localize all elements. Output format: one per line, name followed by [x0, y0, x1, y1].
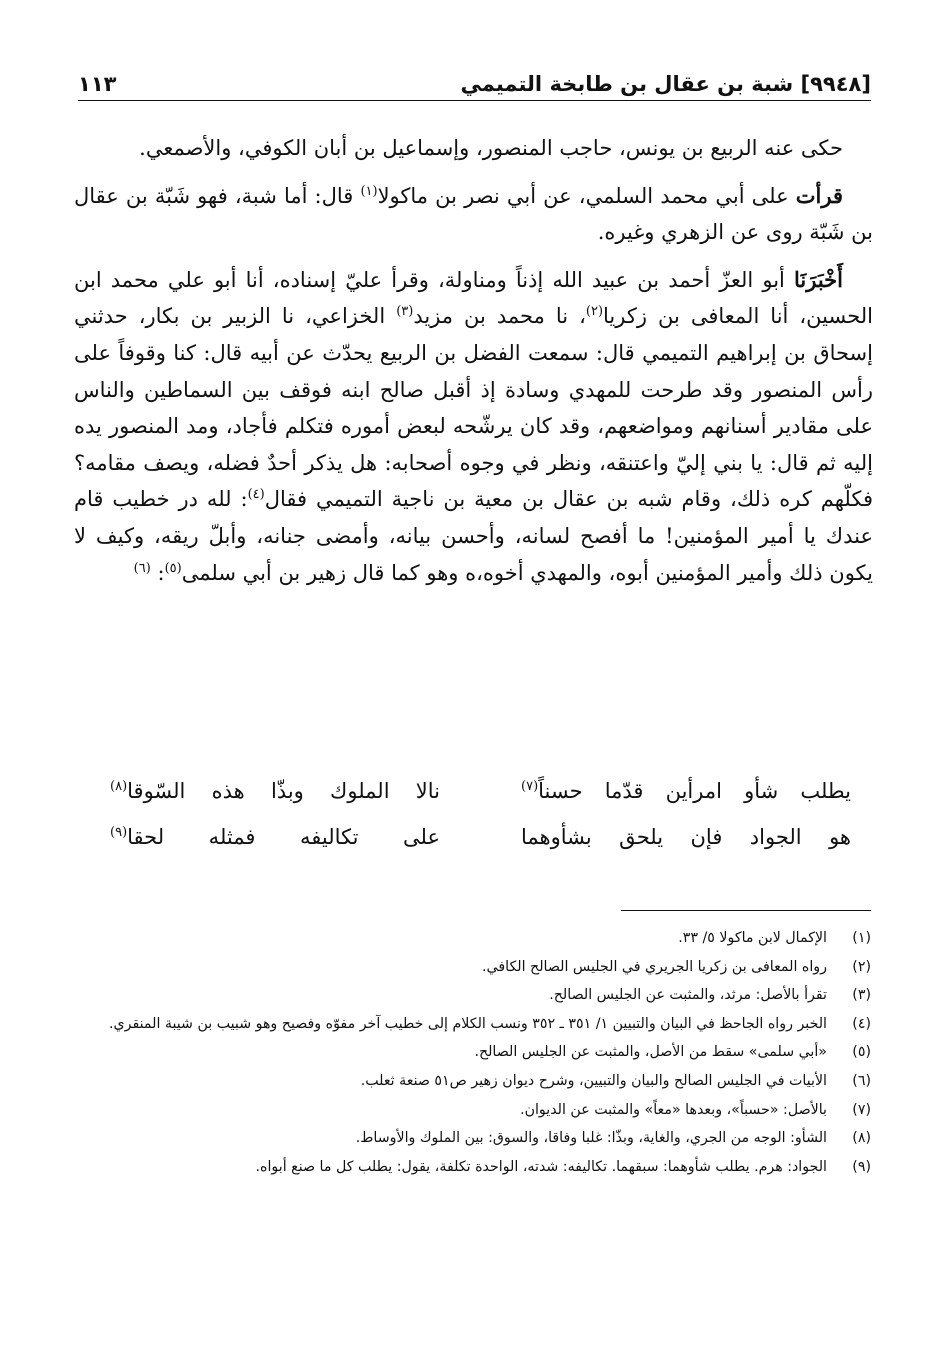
footnote-text: تقرأ بالأصل: مرثد، والمثبت عن الجليس الصالح. — [549, 987, 827, 1004]
footnote-number: (٤) — [852, 1015, 871, 1032]
footnote-ref-3[interactable]: (٣) — [396, 304, 414, 320]
paragraph-2 — [74, 178, 873, 251]
footnote-text: «أبي سلمى» سقط من الأصل، والمثبت عن الجليس الصالح. — [474, 1044, 827, 1061]
footnote-item — [70, 1153, 871, 1182]
footnote-item — [70, 1067, 871, 1096]
paragraph-3-text-d: : لله در خطيب قام عندك يا أمير المؤمنين! ما أفصح لسانه، وأحسن بيانه، وأمضى جنانه، وأبلّ ريقه، وكيف لا يكون ذلك وأمير المؤمنين أبوه، والمهدي أخوه،ه وهو كما قال زهير بن أبي سلمى — [74, 487, 873, 585]
keyword-qaraat: قرأت — [795, 182, 843, 208]
verse-line — [110, 814, 851, 860]
footnote-ref-6[interactable]: (٦) — [133, 560, 151, 576]
footnote-number: (٨) — [852, 1130, 871, 1147]
footnote-text: الأبيات في الجليس الصالح والبيان والتبيين، وشرح ديوان زهير ص٥١ صنعة ثعلب. — [360, 1072, 827, 1089]
poetry-block — [110, 768, 851, 860]
verse-1-second-hemistich: نالا الملوك وبذّا هذه السّوقا$^{(٨)}$ — [110, 779, 440, 803]
verse-line — [110, 768, 851, 814]
paragraph-3-text-e: : — [150, 560, 165, 585]
footnote-item — [70, 1010, 871, 1039]
footnote-ref-8[interactable]: (٨) — [110, 779, 128, 794]
page-number: ١١٣ — [78, 72, 117, 96]
footnote-number: (٢) — [852, 958, 871, 975]
footnote-ref-2[interactable]: (٢) — [585, 304, 604, 320]
footnote-ref-4[interactable]: (٤) — [247, 487, 265, 503]
footnote-text: الشأو: الوجه من الجري، والغاية، وبذّا: غلبا وفاقا، والسوق: بين الملوك والأوساط. — [355, 1130, 827, 1147]
footnote-text: الخبر رواه الجاحظ في البيان والتبيين ١/ ٣٥١ ـ ٣٥٢ ونسب الكلام إلى خطيب آخر مفوّه وفصيح وهو شبيب بن شيبة المنقري. — [109, 1015, 827, 1032]
footnotes — [70, 924, 871, 1181]
footnote-text: الجواد: هرم. يطلب شأوهما: سبقهما. تكاليفه: شدته، الواحدة تكلفة، يقول: يطلب كل ما صنع أبواه. — [255, 1158, 827, 1175]
main-text — [74, 130, 873, 601]
footnote-divider — [621, 910, 871, 911]
verse-2-second-hemistich: على تكاليفه فمثله لحقا$^{(٩)}$ — [110, 825, 440, 849]
paragraph-3 — [74, 262, 873, 591]
footnote-item — [70, 924, 871, 953]
paragraph-3-text-a: أبو العزّ أحمد بن عبيد الله إذناً ومناولة، وقرأ عليّ إسناده، أنا أبو علي محمد ابن الحسين، أنا المعافى بن زكريا — [74, 267, 874, 329]
footnote-ref-1[interactable]: (١) — [360, 183, 378, 199]
paragraph-3-text-b: ، نا محمد بن مزيد — [413, 304, 586, 329]
footnote-item — [70, 1096, 871, 1125]
footnote-text: الإكمال لابن ماكولا ٥/ ٣٣. — [678, 930, 827, 946]
footnote-item — [70, 953, 871, 982]
footnote-number: (٧) — [852, 1101, 871, 1118]
paragraph-3-text-c: الخزاعي، نا الزبير بن بكار، حدثني إسحاق بن إبراهيم التميمي قال: سمعت الفضل بن الربيع يحدّث عن أبيه قال: كنا وقوفاً على رأس المنصور وقد طرحت للمهدي وسادة إذ أقبل صالح ابنه فوقف بين السماطين والناس على مقادير أسنانهم ومواضعهم، وقد كان يرشّحه لبعض أموره فتكلم فأجاد، ومد المنصور يده إليه ثم قال: يا بني إليّ واعتنقه، ونظر في وجوه أصحابه: هل يذكر أحدٌ فضله، ويصف مقامه؟ فكلّهم كره ذلك، وقام شبه بن عقال بن معية بن ناجية التميمي فقال — [74, 304, 874, 512]
page-header — [78, 66, 871, 101]
footnote-number: (٩) — [852, 1158, 871, 1175]
paragraph-1: حكى عنه الربيع بن يونس، حاجب المنصور، وإسماعيل بن أبان الكوفي، والأصمعي. — [139, 136, 843, 160]
footnote-number: (٥) — [852, 1044, 871, 1061]
verse-2-first-hemistich: هو الجواد فإن يلحق بشأوهما — [521, 825, 851, 849]
footnote-number: (٣) — [852, 987, 871, 1004]
footnote-number: (٦) — [852, 1072, 871, 1089]
footnote-item — [70, 981, 871, 1010]
verse-1-first-hemistich: يطلب شأو امرأين قدّما حسناً$^{(٧)}$ — [521, 779, 851, 803]
footnote-text: رواه المعافى بن زكريا الجريري في الجليس الصالح الكافي. — [482, 958, 827, 975]
footnote-item — [70, 1124, 871, 1153]
paragraph-2-text-a: على أبي محمد السلمي، عن أبي نصر بن ماكولا — [377, 183, 796, 208]
keyword-akhbarana: أَخْبَرَنَا — [794, 266, 843, 292]
running-title: [٩٩٤٨] شبة بن عقال بن طابخة التميمي — [460, 72, 871, 96]
footnote-ref-7[interactable]: (٧) — [521, 779, 539, 794]
footnote-text: بالأصل: «حسباً»، وبعدها «معاً» والمثبت عن الديوان. — [520, 1101, 827, 1118]
footnote-ref-9[interactable]: (٩) — [110, 825, 128, 840]
footnote-number: (١) — [852, 930, 871, 946]
footnote-ref-5[interactable]: (٥) — [164, 560, 182, 576]
footnote-item — [70, 1038, 871, 1067]
paragraph-2-text-b: قال: أما شبة، فهو شَبّة بن عقال بن شَبّة روى عن الزهري وغيره. — [74, 183, 873, 245]
